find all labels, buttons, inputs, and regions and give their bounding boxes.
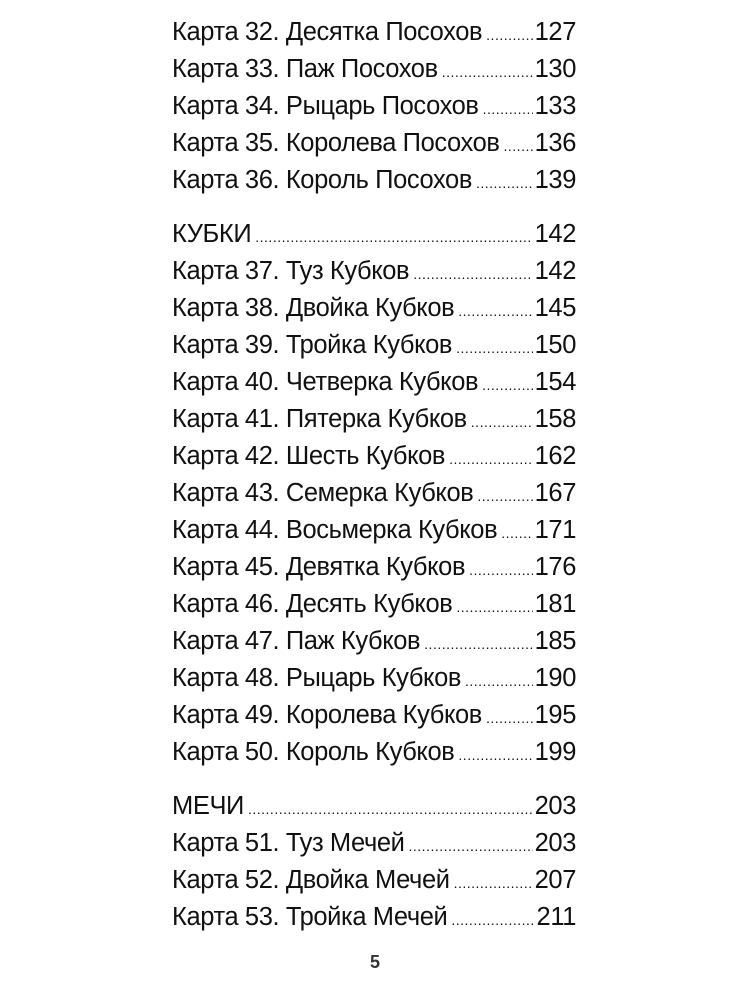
dot-leader [504, 128, 533, 165]
toc-entry-title: Карта 32. Десятка Посохов [172, 18, 483, 46]
toc-entry[interactable] [172, 51, 576, 88]
toc-entry[interactable] [172, 364, 576, 401]
toc-entry-page: 133 [534, 92, 576, 120]
toc-entry[interactable] [172, 899, 576, 936]
toc-entry-title: Карта 53. Тройка Мечей [172, 903, 448, 931]
dot-leader [482, 367, 533, 404]
dot-leader [483, 91, 533, 128]
dot-leader [501, 515, 532, 552]
toc-entry-title: МЕЧИ [172, 792, 244, 820]
toc-entry[interactable] [172, 660, 576, 697]
toc-entry-title: Карта 34. Рыцарь Посохов [172, 92, 479, 120]
toc-entry[interactable] [172, 438, 576, 475]
dot-leader [486, 700, 533, 737]
toc-entry-title: Карта 52. Двойка Мечей [172, 866, 450, 894]
toc-entry-page: 167 [534, 479, 576, 507]
page-number: 5 [369, 952, 380, 972]
dot-leader [424, 626, 532, 663]
dot-leader [442, 54, 533, 91]
toc-entry[interactable] [172, 401, 576, 438]
toc-section-swords [172, 788, 576, 936]
toc-section-staves [172, 14, 576, 199]
dot-leader [465, 663, 533, 700]
toc-entry-title: Карта 50. Король Кубков [172, 738, 455, 766]
toc-entry-page: 190 [534, 664, 576, 692]
toc-entry-title: Карта 43. Семерка Кубков [172, 479, 474, 507]
toc-section-heading[interactable] [172, 216, 576, 253]
toc-entry-title: Карта 41. Пятерка Кубков [172, 405, 467, 433]
dot-leader [477, 478, 532, 515]
toc-entry-title: Карта 44. Восьмерка Кубков [172, 516, 498, 544]
toc-entry[interactable] [172, 253, 576, 290]
toc-entry[interactable] [172, 475, 576, 512]
toc-entry-title: Карта 45. Девятка Кубков [172, 553, 466, 581]
toc-entry[interactable] [172, 327, 576, 364]
dot-leader [409, 828, 533, 865]
toc-entry-page: 150 [534, 331, 576, 359]
toc-entry-page: 162 [534, 442, 576, 470]
toc-section-cups [172, 216, 576, 771]
dot-leader [449, 441, 533, 478]
toc-entry[interactable] [172, 162, 576, 199]
toc-entry-page: 171 [534, 516, 576, 544]
toc-entry[interactable] [172, 290, 576, 327]
toc-entry-title: Карта 36. Король Посохов [172, 166, 472, 194]
toc-entry[interactable] [172, 623, 576, 660]
toc-entry-page: 127 [534, 18, 576, 46]
toc-entry-title: Карта 49. Королева Кубков [172, 701, 482, 729]
toc-entry-page: 158 [534, 405, 576, 433]
dot-leader [413, 256, 532, 293]
toc-entry[interactable] [172, 697, 576, 734]
toc-entry[interactable] [172, 512, 576, 549]
toc-entry-title: Карта 42. Шесть Кубков [172, 442, 446, 470]
dot-leader [456, 330, 533, 367]
toc-entry-page: 203 [534, 829, 576, 857]
toc-entry-page: 185 [534, 627, 576, 655]
toc-entry[interactable] [172, 88, 576, 125]
toc-entry-title: Карта 46. Десять Кубков [172, 590, 453, 618]
toc-entry-page: 142 [534, 257, 576, 285]
toc-entry-title: Карта 51. Туз Мечей [172, 829, 405, 857]
dot-leader [471, 404, 533, 441]
toc-entry-title: Карта 40. Четверка Кубков [172, 368, 479, 396]
toc-entry-page: 195 [534, 701, 576, 729]
dot-leader [454, 865, 533, 902]
toc-entry-page: 142 [534, 220, 576, 248]
toc-section-heading[interactable] [172, 788, 576, 825]
toc-entry[interactable] [172, 549, 576, 586]
toc-entry-page: 136 [534, 129, 576, 157]
dot-leader [486, 17, 532, 54]
dot-leader [458, 293, 532, 330]
toc-entry-page: 130 [534, 55, 576, 83]
toc-entry-title: Карта 37. Туз Кубков [172, 257, 410, 285]
dot-leader [458, 737, 532, 774]
dot-leader [469, 552, 533, 589]
toc-entry-page: 154 [534, 368, 576, 396]
toc-entry-page: 207 [534, 866, 576, 894]
toc-entry-title: КУБКИ [172, 220, 252, 248]
toc-entry-page: 181 [534, 590, 576, 618]
toc-entry-title: Карта 38. Двойка Кубков [172, 294, 455, 322]
table-of-contents [172, 14, 576, 936]
dot-leader [456, 589, 532, 626]
dot-leader [248, 791, 533, 828]
toc-entry-page: 176 [534, 553, 576, 581]
dot-leader [451, 902, 534, 939]
dot-leader [476, 165, 533, 202]
toc-entry-title: Карта 47. Паж Кубков [172, 627, 421, 655]
toc-entry-title: Карта 33. Паж Посохов [172, 55, 438, 83]
toc-entry-page: 145 [534, 294, 576, 322]
toc-entry[interactable] [172, 734, 576, 771]
toc-entry-page: 139 [534, 166, 576, 194]
toc-entry-page: 211 [536, 903, 576, 931]
toc-entry-page: 203 [534, 792, 576, 820]
toc-entry-title: Карта 48. Рыцарь Кубков [172, 664, 461, 692]
dot-leader [255, 219, 532, 256]
toc-entry-title: Карта 35. Королева Посохов [172, 129, 500, 157]
toc-entry-title: Карта 39. Тройка Кубков [172, 331, 453, 359]
toc-entry-page: 199 [534, 738, 576, 766]
toc-entry[interactable] [172, 825, 576, 862]
toc-entry[interactable] [172, 14, 576, 51]
toc-entry[interactable] [172, 586, 576, 623]
toc-entry[interactable] [172, 862, 576, 899]
toc-entry[interactable] [172, 125, 576, 162]
